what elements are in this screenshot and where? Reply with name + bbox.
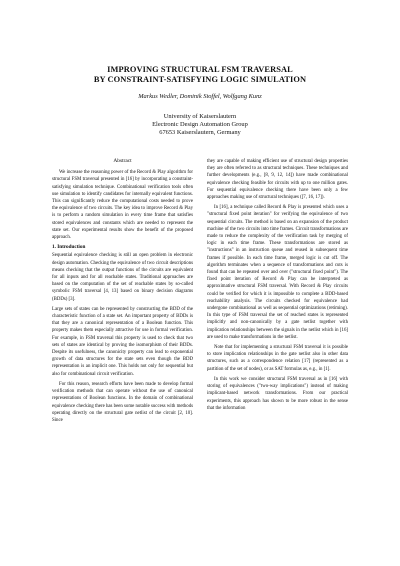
title-line-1: IMPROVING STRUCTURAL FSM TRAVERSAL [107, 65, 293, 74]
intro-paragraph-2: Large sets of states can be represented by constructing the BDD of the characteristic function of a state set. An important property of BDDs is that they are a canonical representation of a Boolean function. This property makes them especially attractive for use in formal verification. For example, in FSM traversal this property is used to check that two sets of states are identical by proving the isomorphism of their BDDs. Despite its usefulness, the canonicity property can lead to exponential growth of data structures for the state sets even though the BDD representation is an implicit one. This holds not only for sequential but also for combinational circuit verification. [52, 306, 193, 377]
abstract-heading: Abstract [113, 158, 132, 164]
author-list: Markus Wedler, Dominik Stoffel, Wolfgang Kunz [138, 93, 262, 100]
abstract-text: We increase the reasoning power of the Record & Play algorithm for structural FSM traversal presented in [16] by incorporating a constraint-satisfying simulation technique. Combinational verification tools often use simulation to identify candidates for internally equivalent functions. This can significantly reduce the computational costs needed to prove the equivalence of two circuits. The key idea to improve Record & Play is to perform a random simulation in every time frame that satisfies stored equivalences and constants which are needed to represent the state set. Our experimental results show the benefit of the proposed approach. [52, 170, 193, 241]
affiliation-block [52, 113, 348, 138]
right-paragraph-2: In [16], a technique called Record & Play is presented which uses a "structural fixed point iteration" for verifying the equivalence of two sequential circuits. The method is based on an expansion of the product machine of the two circuits into time frames. Circuit transformations are made to reduce the complexity of the verification task by merging of logic in each time frame. These transformations are stored as "instructions" in an instruction queue and reused in subsequent time frames if possible. In each time frame, merged logic is cut off. The algorithm terminates when a sequence of transformations and cuts is found that can be repeated over and over ("structural fixed point"). The fixed point iteration of Record & Play can be interpreted as approximative structural FSM traversal. With Record & Play circuits could be verified for which it is impossible to complete a BDD-based reachability analysis. The circuits checked for equivalence had undergone combinational as well as sequential optimizations (retiming). In this type of FSM traversal the set of reached states is represented implicitly and non-canonically by a gate netlist together with implication relationships between the signals in the netlist which in [16] are used to make transformations in the netlist. [207, 205, 348, 340]
affiliation-group: Electronic Design Automation Group [152, 121, 248, 129]
left-column [52, 158, 193, 427]
right-paragraph-4: In this work we consider structural FSM traversal as in [16] with storing of equivalences ("two-way implications") instead of making implicant-based network transformations. From our practical experiments, this approach has shown to be more robust in the sense that the information [207, 376, 348, 411]
title-line-2: BY CONSTRAINT-SATISFYING LOGIC SIMULATION [93, 75, 307, 84]
right-column [207, 158, 348, 415]
affiliation-university: University of Kaiserslautern [163, 113, 237, 120]
introduction-heading: 1. Introduction [52, 244, 86, 251]
right-paragraph-3: Note that for implementing a structural FSM traversal it is possible to store implication relationships in the gate netlist also in other data structures, such as a correspondence relation [17] (represented as a partition of the set of nodes), or as SAT formulas as, e.g., in [1]. [207, 345, 348, 372]
right-paragraph-1: they are capable of making efficient use of structural design properties they are often referred to as structural techniques. These techniques and further developments (e.g., [8, 9, 12, 14]) have made combinational equivalence checking feasible for circuits with up to one million gates. For sequential equivalence checking there have been only a few approaches making use of structural techniques ([7, 16, 17]). [207, 159, 348, 201]
intro-paragraph-3: For this reason, research efforts have been made to develop formal verification methods that can operate without the use of canonical representations of Boolean functions. In the domain of combinational equivalence checking there has been some notable success with methods operating directly on the structural gate netlist of the circuit [2, 10]. Since [52, 381, 193, 423]
intro-paragraph-1: Sequential equivalence checking is still an open problem in electronic design automation. Checking the equivalence of two circuit descriptions means checking that the output functions of the circuits are equivalent for all inputs and for all reachable states. Traditional approaches are based on the computation of the set of reachable states by so-called symbolic FSM traversal [4, 13] based on binary decision diagrams (BDDs) [3]. [52, 253, 193, 302]
affiliation-address: 67653 Kaiserslautern, Germany [159, 129, 241, 137]
paper-title [52, 65, 348, 85]
